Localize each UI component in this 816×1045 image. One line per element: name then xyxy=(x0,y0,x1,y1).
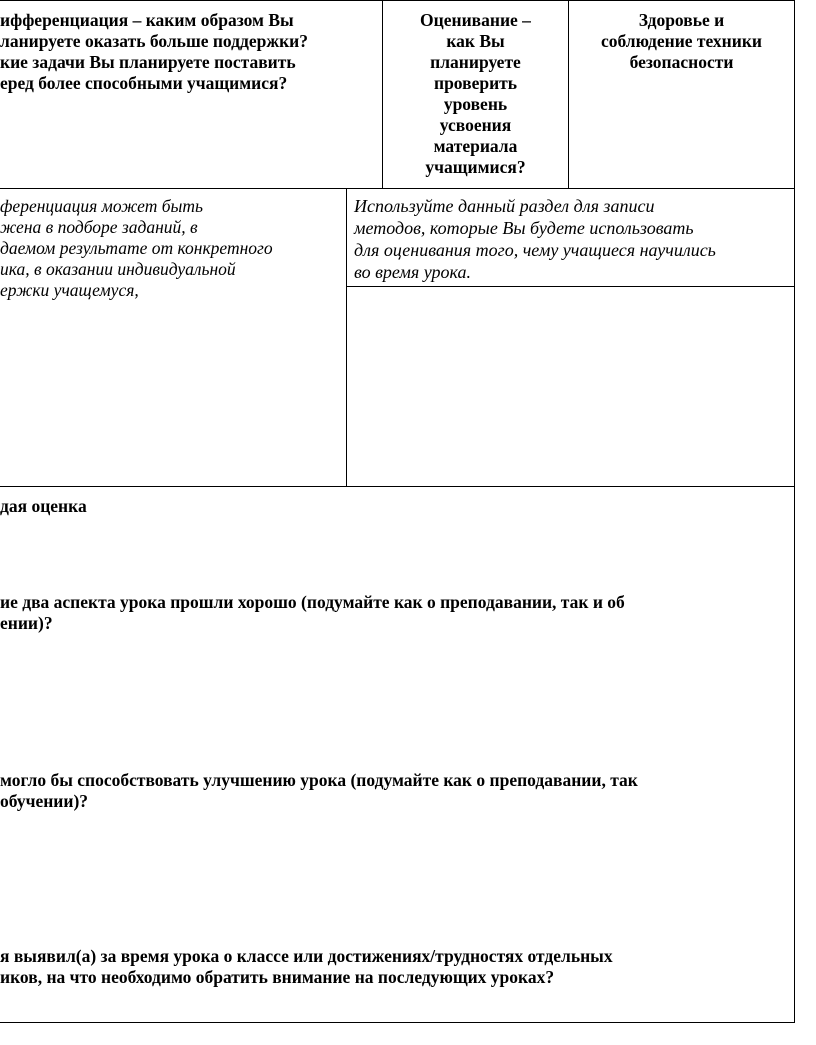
question-1-line: ие два аспекта урока прошли хорошо (подумайте как о преподавании, так и об xyxy=(0,592,625,612)
differentiation-header-line: ифференциация – каким образом Вы xyxy=(0,10,294,30)
assessment-hint-line: методов, которые Вы будете использовать xyxy=(354,218,694,238)
assessment-header-line: усвоения xyxy=(439,115,512,135)
assessment-hint xyxy=(354,195,790,283)
assessment-header-line: планируете xyxy=(430,52,521,72)
differentiation-hint xyxy=(0,196,335,301)
health-safety-header-line: безопасности xyxy=(629,52,734,72)
assessment-header-line: Оценивание – xyxy=(420,10,531,30)
differentiation-hint-line: ференциация может быть xyxy=(0,196,203,216)
differentiation-header-line: ланируете оказать больше поддержки? xyxy=(0,31,308,51)
table-bottom-border xyxy=(0,1022,795,1023)
reflection-question-3 xyxy=(0,946,790,988)
assessment-hint-line: во время урока. xyxy=(354,262,472,282)
body-col-divider xyxy=(346,188,347,486)
differentiation-hint-line: ика, в оказании индивидуальной xyxy=(0,259,236,279)
reflection-title-text: дая оценка xyxy=(0,496,87,516)
differentiation-hint-line: даемом результате от конкретного xyxy=(0,238,273,258)
question-2-line: могло бы способствовать улучшению урока (подумайте как о преподавании, так xyxy=(0,770,638,790)
differentiation-hint-line: ержки учащемуся, xyxy=(0,280,139,300)
question-3-line: я выявил(а) за время урока о классе или достижениях/трудностях отдельных xyxy=(0,946,613,966)
question-1-line: ении)? xyxy=(0,613,53,633)
differentiation-header-line: кие задачи Вы планируете поставить xyxy=(0,52,296,72)
body-row-bottom-border xyxy=(0,486,795,487)
assessment-header-line: материала xyxy=(433,136,518,156)
reflection-question-1 xyxy=(0,592,790,634)
assessment-hint-line: Используйте данный раздел для записи xyxy=(354,196,655,216)
assessment-header-line: как Вы xyxy=(446,31,505,51)
question-3-line: иков, на что необходимо обратить внимание на последующих уроках? xyxy=(0,967,555,987)
differentiation-hint-line: жена в подборе заданий, в xyxy=(0,217,198,237)
reflection-title xyxy=(0,496,87,517)
question-2-line: обучении)? xyxy=(0,791,89,811)
assessment-header-line: уровень xyxy=(443,94,508,114)
health-safety-header-line: Здоровье и xyxy=(638,10,725,30)
header-row-bottom-border xyxy=(0,188,795,189)
table-right-border xyxy=(794,0,795,1023)
assessment-hint-line: для оценивания того, чему учащиеся научились xyxy=(354,240,716,260)
assessment-header-line: учащимися? xyxy=(425,157,526,177)
assessment-cell-divider xyxy=(346,286,795,287)
table-top-border xyxy=(0,0,795,1)
health-safety-header xyxy=(569,10,794,73)
differentiation-header-line: еред более способными учащимися? xyxy=(0,73,288,93)
differentiation-header xyxy=(0,10,372,94)
assessment-header-line: проверить xyxy=(433,73,517,93)
health-safety-header-line: соблюдение техники xyxy=(600,31,763,51)
reflection-question-2 xyxy=(0,770,790,812)
assessment-header xyxy=(383,10,568,178)
